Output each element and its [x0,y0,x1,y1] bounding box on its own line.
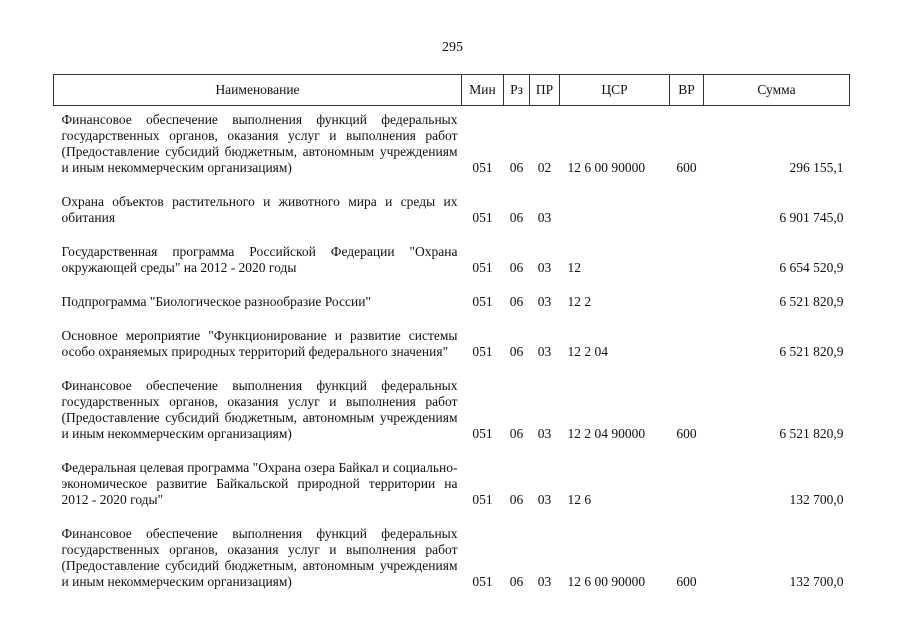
row-name: Государственная программа Российской Федерации "Охрана окружающей среды" на 2012 - 2020 годы [61,244,458,275]
row-pr: 03 [537,294,552,309]
row-pr: 03 [537,574,552,589]
table-row [54,226,850,276]
row-min: 051 [472,260,493,275]
header-min: Мин [462,75,504,106]
row-min: 051 [472,160,493,175]
row-csr: 12 2 04 90000 [567,426,646,441]
table-row [54,276,850,310]
row-rz: 06 [509,260,524,275]
header-pr: ПР [530,75,560,106]
page-number: 295 [442,40,463,55]
row-name: Федеральная целевая программа "Охрана озера Байкал и социально-экономическое развитие Байкальской природной территории на 2012 - 2020 годы" [61,460,458,507]
header-csr: ЦСР [560,75,670,106]
row-csr: 12 6 [567,492,592,507]
row-csr: 12 6 00 90000 [567,160,646,175]
row-name: Финансовое обеспечение выполнения функций федеральных государственных органов, оказания услуг и выполнения работ (Предоставление субсидий бюджетным, автономным учреждениям и иным некоммерческим организациям) [61,378,458,441]
row-min: 051 [472,210,493,225]
header-rz: Рз [504,75,530,106]
row-name: Подпрограмма "Биологическое разнообразие России" [61,294,371,309]
row-csr: 12 6 00 90000 [567,574,646,589]
row-pr: 03 [537,426,552,441]
row-rz: 06 [509,426,524,441]
row-csr [560,176,670,226]
header-name: Наименование [54,75,462,106]
row-pr: 03 [537,344,552,359]
table-row [54,508,850,590]
row-name: Финансовое обеспечение выполнения функций федеральных государственных органов, оказания услуг и выполнения работ (Предоставление субсидий бюджетным, автономным учреждениям и иным некоммерческим организациям) [61,112,458,175]
row-sum: 132 700,0 [789,574,844,589]
row-min: 051 [472,574,493,589]
table-header-row [54,75,850,106]
header-sum: Сумма [704,75,850,106]
row-vr: 600 [676,426,697,441]
row-sum: 296 155,1 [789,160,844,175]
row-min: 051 [472,426,493,441]
row-vr: 600 [676,574,697,589]
budget-table [53,74,850,590]
row-min: 051 [472,344,493,359]
header-vr: ВР [670,75,704,106]
row-vr [670,276,704,310]
row-sum: 6 521 820,9 [779,294,844,309]
row-vr [670,442,704,508]
row-sum: 6 901 745,0 [779,210,844,225]
row-vr: 600 [676,160,697,175]
table-row [54,442,850,508]
row-sum: 6 521 820,9 [779,426,844,441]
row-rz: 06 [509,294,524,309]
row-sum: 6 654 520,9 [779,260,844,275]
row-pr: 03 [537,492,552,507]
row-rz: 06 [509,160,524,175]
row-rz: 06 [509,492,524,507]
table-row [54,310,850,360]
table-row [54,176,850,226]
row-sum: 6 521 820,9 [779,344,844,359]
table-row [54,360,850,442]
row-pr: 03 [537,260,552,275]
row-name: Основное мероприятие "Функционирование и развитие системы особо охраняемых природных территорий федерального значения" [61,328,458,359]
row-name: Охрана объектов растительного и животного мира и среды их обитания [61,194,458,225]
table-row [54,106,850,177]
row-csr: 12 2 [567,294,592,309]
row-vr [670,176,704,226]
row-csr: 12 [567,260,581,275]
row-pr: 03 [537,210,552,225]
row-min: 051 [472,492,493,507]
row-csr: 12 2 04 [567,344,608,359]
row-pr: 02 [537,160,552,175]
row-vr [670,310,704,360]
row-rz: 06 [509,210,524,225]
row-sum: 132 700,0 [789,492,844,507]
row-name: Финансовое обеспечение выполнения функций федеральных государственных органов, оказания услуг и выполнения работ (Предоставление субсидий бюджетным, автономным учреждениям и иным некоммерческим организациям) [61,526,458,589]
row-rz: 06 [509,344,524,359]
row-min: 051 [472,294,493,309]
row-rz: 06 [509,574,524,589]
row-vr [670,226,704,276]
